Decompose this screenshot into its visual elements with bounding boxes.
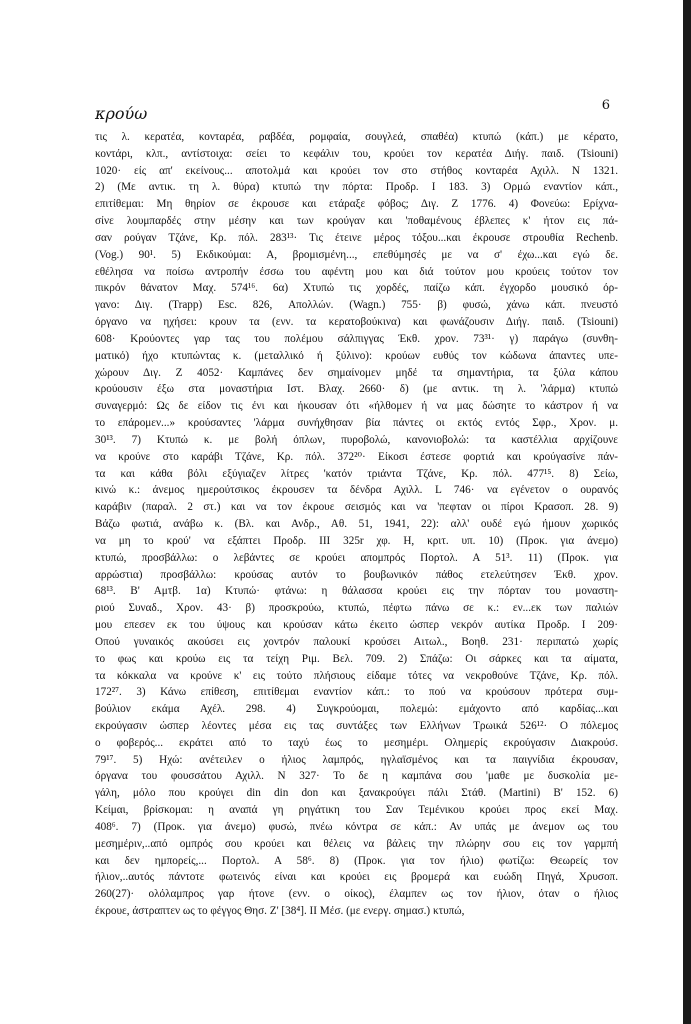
text-line: πικρόν θάνατον Μαχ. 574¹⁶. 6α) Χτυπώ τις χορδές, παίζω κάπ. έγχορδο μουσικό όρ- [95,282,618,295]
text-line: επιτίθεμαι: Μη θηρίον σε έκρουσε και ετάραξε φόβος; Διγ. Ζ 1776. 4) Φονεύω: Ερίχνα- [95,198,618,211]
text-line: 1020· είς απ' εκείνους... αποτολμά και κρούει τον στο στήθος κονταρέα Αχιλλ. Ν 1321. [95,164,618,177]
text-line: σαν ρούγαν Τζάνε, Κρ. πόλ. 283¹³· Τις έτεινε μέρος τόξου...και έκρουσε στρουθία Rechenb. [95,231,618,244]
text-line: 79¹⁷. 5) Ηχώ: ανέτειλεν ο ήλιος λαμπρός, ηγλαϊσμένος και τα παιγνίδια έκρουσαν, [95,753,618,766]
page-header [95,98,610,123]
text-line: τις λ. κερατέα, κονταρέα, ραβδέα, ρομφαία, σουγλεά, σπαθέα) κτυπώ (κάπ.) με κέρατο, [95,131,618,143]
text-line: όργανα του φουσσάτου Αχιλλ. Ν 327· Το δε η καμπάνα σου 'μαθε με δυσκολία με- [95,770,618,783]
text-line: μεσημέριν,..από ομπρός σου κρούει και θέλεις να βάλεις την πλώρην σου εις τον γαρμπή [95,837,618,850]
text-line: 2) (Με αντικ. τη λ. θύρα) κτυπώ την πόρτα: Προδρ. I 183. 3) Ορμώ εναντίον κάπ., [95,181,618,194]
text-line: ήλιον,..αυτός πάντοτε φωτεινός είναι και κρούει εις βρομερά και ευώδη Πηγά, Χρυσοπ. [95,871,618,884]
page-number: 6 [601,98,610,113]
text-line: κτυπώ, προσβάλλω: ο λεβάντες σε κρούει απομπρός Πορτολ. Α 51³. 11) (Προκ. για [95,551,618,564]
text-line: αρρώστια) προσβάλλω: κρούσας αυτόν το βουβωνικόν πάθος ετελεύτησεν Έκθ. χρον. [95,568,618,581]
text-line: ματικό) ήχο κτυπώντας κ. (μεταλλικό ή ξύλινο): κρούων ευθύς τον κώδωνα άπαντες υπε- [95,349,618,362]
text-line: ο φοβερός... εκράτει από το ταχύ έως το μεσημέρι. Ολημερίς εκρούγασιν Διακρούσ. [95,736,618,749]
text-line: μου επεσεν εκ του ύψους και κρούσαν κάτω έκειτο ώσπερ νεκρόν αυτίκα Προδρ. I 209· [95,619,618,632]
text-line: έκρουε, άστραπτεν ως το φέγγος Θησ. Ζ' [38⁴]. II Μέσ. (με ενεργ. σημασ.) κτυπώ, [95,905,465,918]
text-line: γανο: Διγ. (Trapp) Esc. 826, Απολλών. (Wagn.) 755· β) φυσώ, χάνω κάπ. πνευστό [95,299,618,312]
text-line: κοντάρι, κλπ., αντίστοιχα: σείει το κεφάλιν του, κρούει τον κερατέα Διήγ. παιδ. (Tsiouni) [95,147,618,160]
text-line: γάλη, μόλο που κρούγει din din don και ξανακρούγει πάλι Στάθ. (Martini) Β' 152. 6) [95,787,618,800]
text-line: να κρούνε στο καράβι Τζάνε, Κρ. πόλ. 372²⁰· Είκοσι έστεσε φορτιά και κρούγασίνε πάν- [95,450,618,463]
text-line: βούλιον εκάμα Αχέλ. 298. 4) Συγκρούομαι, πολεμώ: εμάχοντο από καρδίας...και [95,703,618,716]
text-line: να μη το κρού' να εξάπτει Προδρ. III 325r χφ. Η, κριτ. υπ. 10) (Προκ. για άνεμο) [95,534,618,547]
running-headword: κρούω [95,104,148,123]
text-line: 608· Κρούοντες γαρ τας του πολέμου σάλπιγγας Έκθ. χρον. 73³¹· γ) παράγω (συνθη- [95,332,618,345]
dictionary-entry-body [95,129,618,920]
text-line: όργανο να ηχήσει: κρουν τα (ενν. τα κερατοβούκινα) και φωνάζουσιν Διήγ. παιδ. (Tsiouni) [95,316,618,329]
text-line: χώρουν Διγ. Ζ 4052· Καμπάνες δεν σημαίνομεν μηδέ τα σημαντήρια, τα ξύλα κάπου [95,366,618,379]
text-line: Κείμαι, βρίσκομαι: η αναπά γη ρηγάτικη του Σαν Τεμένικου κρούει προς εκεί Μαχ. [95,804,618,817]
text-line: 260(27)· ολόλαμπρος γαρ ήτονε (ενν. ο οίκος), έλαμπεν ως τον ήλιον, όταν ο ήλιος [95,888,618,901]
text-line: 408⁶. 7) (Προκ. για άνεμο) φυσώ, πνέω κόντρα σε κάπ.: Αν υπάς με άνεμον ως του [95,820,618,833]
text-line: Βάζω φωτιά, ανάβω κ. (Βλ. και Ανδρ., Αθ. 51, 1941, 22): αλλ' ουδέ εγώ ήμουν χωρικός [95,518,618,531]
text-line: 172²⁷. 3) Κάνω επίθεση, επιτίθεμαι εναντίον κάπ.: το πού να κρούσουν πρότερα συμ- [95,686,618,699]
text-line: 68¹³. Β' Αμτβ. 1α) Κτυπώ· φτάνω: η θάλασσα κρούει εις την πόρταν του μοναστη- [95,585,618,598]
text-line: κρούουσιν έξω στα μοναστήρια Ιστ. Βλαχ. 2660· δ) (με αντικ. τη λ. 'λάρμα) κτυπώ [95,383,618,396]
text-line: 30¹³. 7) Κτυπώ κ. με βολή όπλων, πυροβολώ, κανονιοβολώ: τα καστέλλια αρχίζουνε [95,433,618,446]
text-line: (Vog.) 90¹. 5) Εκδικούμαι: Α, βρομισμένη..., επεθύμησές με να σ' έχω...και εγώ δε. [95,248,618,261]
text-line: συναγερμό: Ως δε είδον τις ένι και ήκουσαν ότι «ήλθομεν ή να μας δώσητε το κάστρον ή να [95,400,618,413]
text-line: κινώ κ.: άνεμος ημερούτσικος έκρουσεν τα δένδρα Αχιλλ. L 746· να εγένετον ο ουρανός [95,484,618,497]
text-line: σίνε λουμπαρδές στην μέσην και των κρούγαν και 'ποθαμένους έβλεπες κ' ήτον εις πά- [95,215,618,228]
text-line: τα και κάθα βόλι εξύγιαζεν λίτρες 'κατόν τριάντα Τζάνε, Κρ. πόλ. 477¹⁵. 8) Σείω, [95,467,618,480]
text-line: τα κόκκαλα να κρούνε κ' εις τούτο πλήσιους είδαμε τότες να νεκροθούνε Τζάνε, Κρ. πόλ. [95,669,618,682]
text-line: καράβιν (παραλ. 2 στ.) και να τον έκρουε σεισμός και να 'πεφταν οι πίροι Κρασοπ. 28. 9) [95,501,618,514]
scan-edge-border [683,0,691,1024]
text-line: εκρούγασιν ώσπερ λέοντες μέσα εις τας συντάξες των Ελλήνων Τρωικά 526¹²· Ο πόλεμος [95,719,618,732]
text-line: το επάρομεν...» κρούσαντες 'λάρμα συνήχθησαν βία πάντες οι εκτός εντός Σφρ., Χρον. μ. [95,417,618,430]
text-line: εθέλησα να ποίσω αντροπήν έσσω του αφέντη μου και διά τούτον μου κρούεις τούτον τον [95,265,618,278]
text-line: το φως και κρούω εις τα τείχη Ριμ. Βελ. 709. 2) Σπάζω: Οι σάρκες και τα αίματα, [95,652,618,665]
text-line: ριού Συναδ., Χρον. 43· β) προσκρούω, κτυπώ, πέφτω πάνω σε κ.: εν...εκ των παλιών [95,602,618,615]
text-line: Οπού γυναικός ακούσει εις χοντρόν παλουκί κρούσει Αιτωλ., Βοηθ. 231· περιπατώ χωρίς [95,635,618,648]
text-line: και δεν ημπορείς,... Πορτολ. Α 58⁶. 8) (Προκ. για τον ήλιο) φωτίζω: Θεωρείς τον [95,854,618,867]
